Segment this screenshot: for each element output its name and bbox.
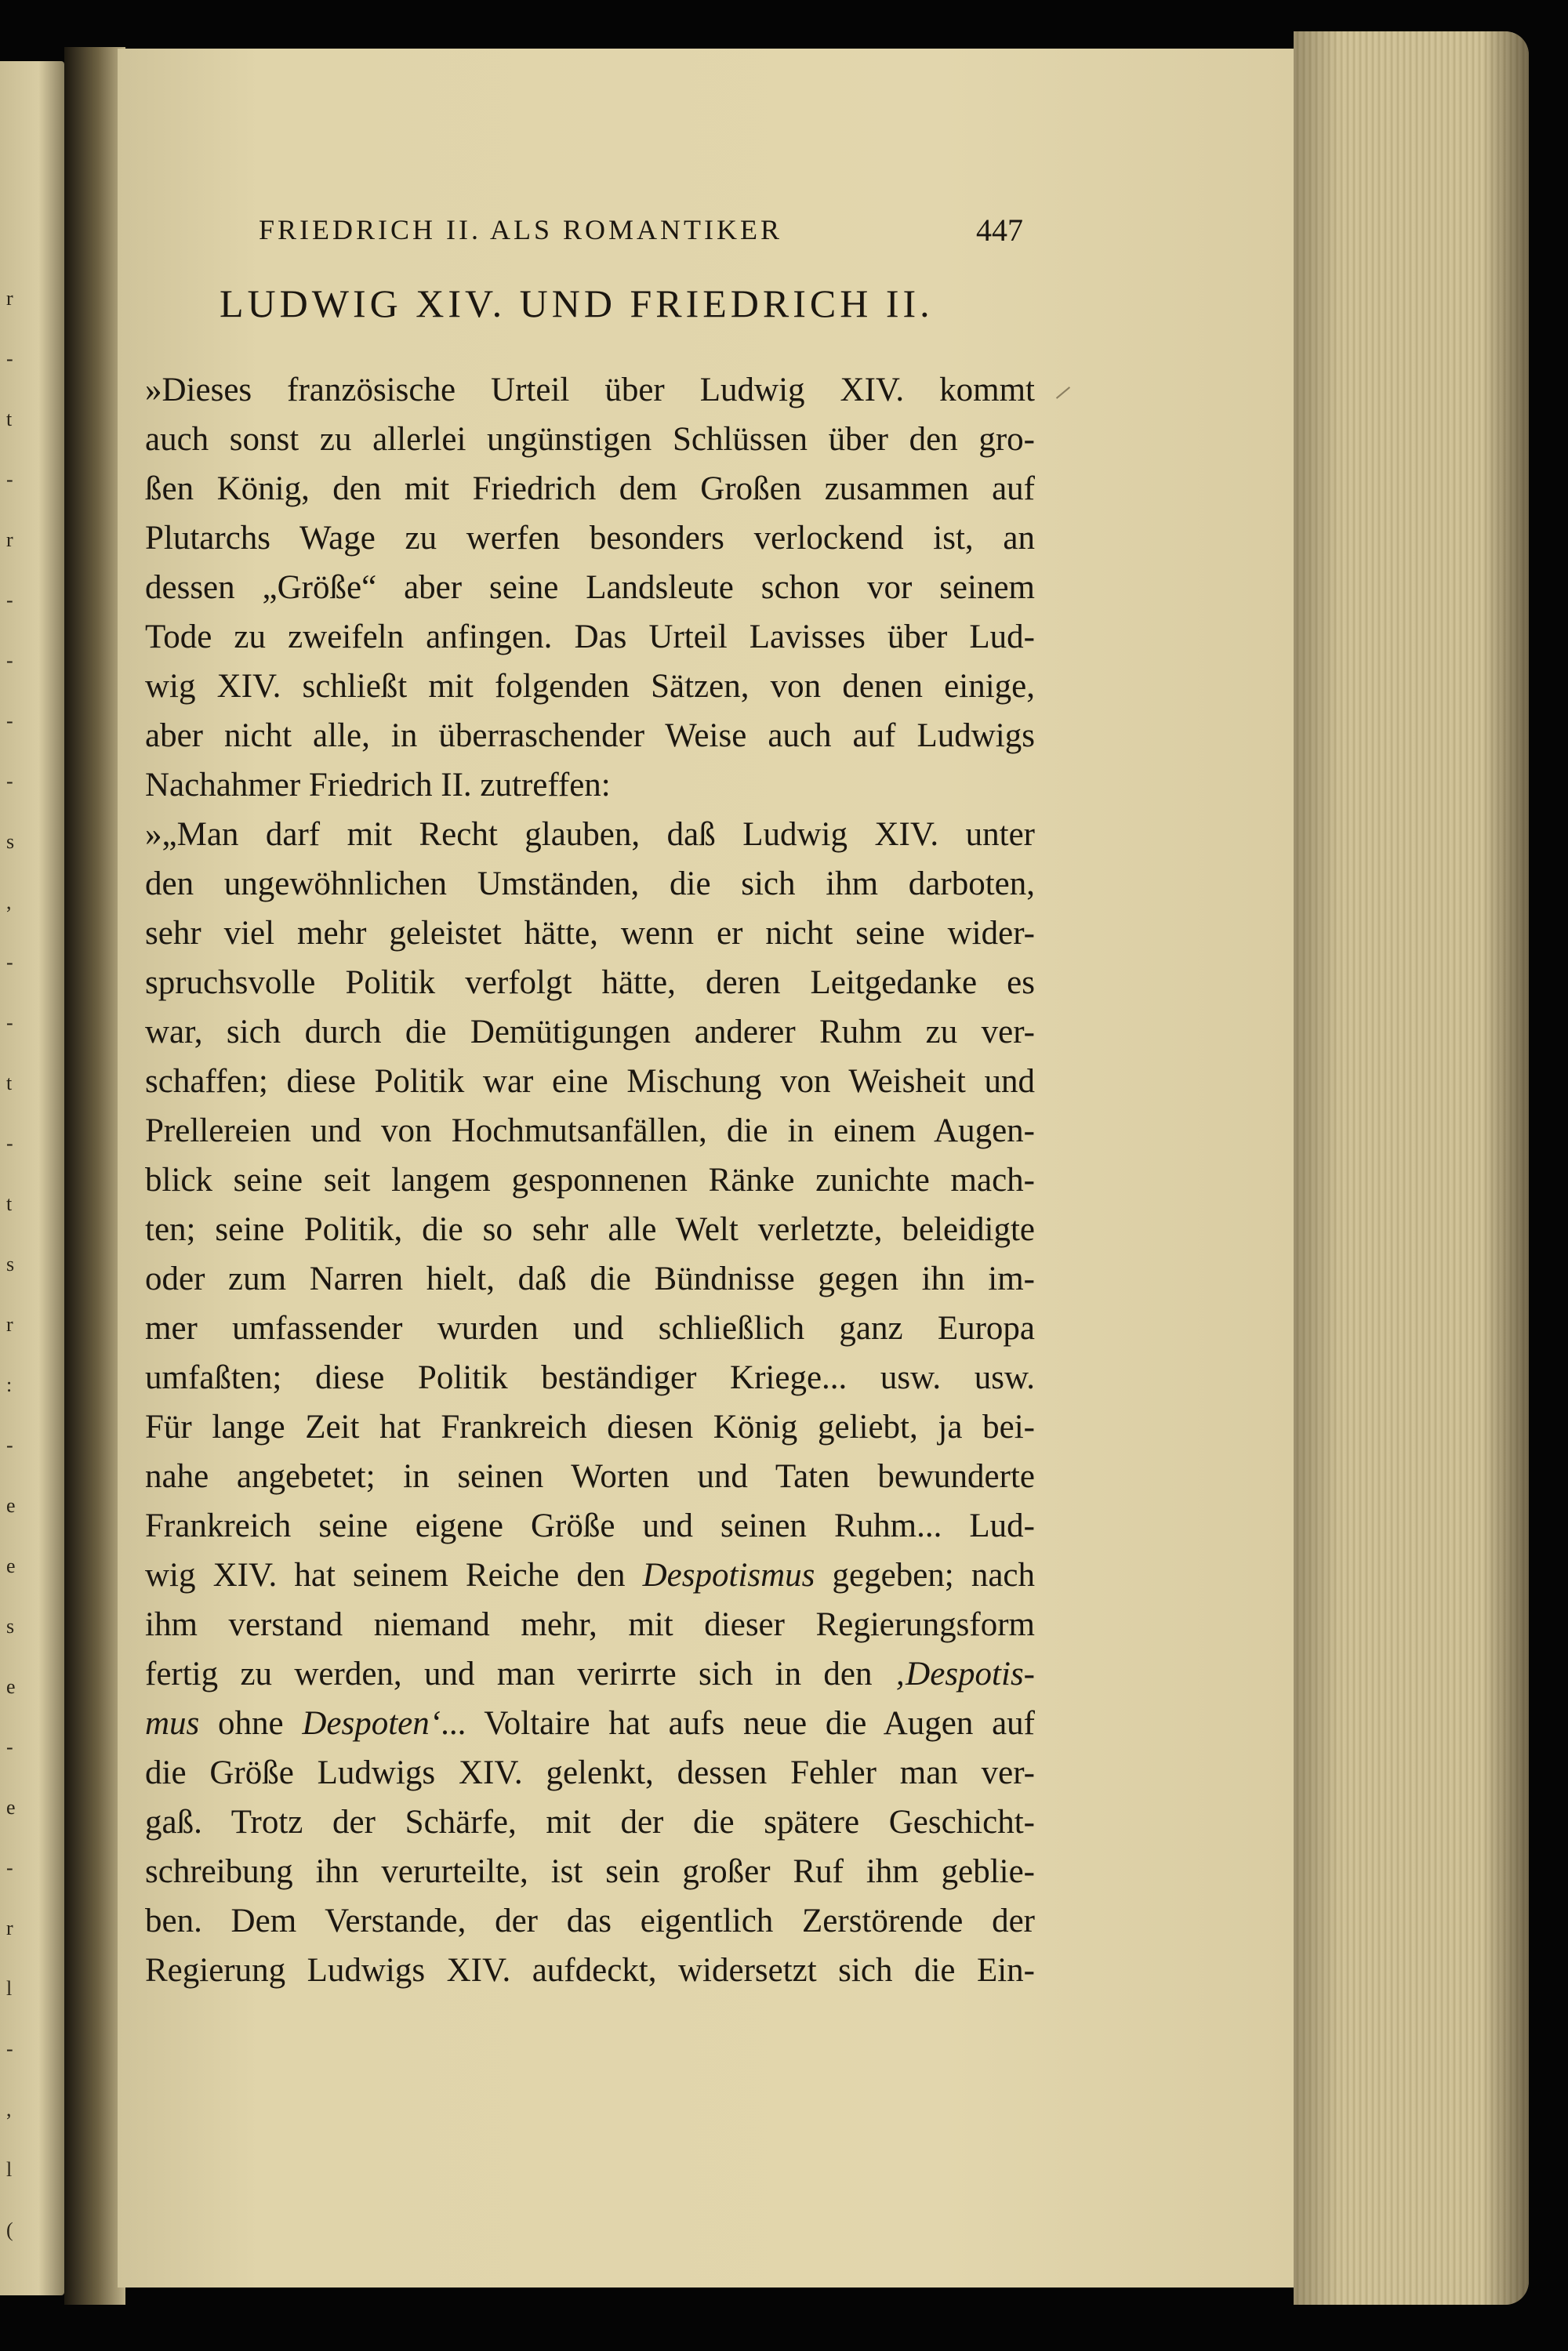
text-run: auch sonst zu allerlei ungünstigen Schlüssen über den gro- [145, 421, 1035, 458]
facing-page-char: - [6, 2037, 13, 2060]
italic-text: mus [145, 1705, 200, 1742]
facing-page-char: - [6, 347, 13, 370]
text-run: sehr viel mehr geleistet hätte, wenn er nicht seine wider- [145, 915, 1035, 952]
facing-page-char: : [6, 1373, 13, 1396]
facing-page-char: r [6, 1313, 13, 1336]
text-line [145, 464, 1035, 513]
text-line [145, 1798, 1035, 1847]
chapter-heading: LUDWIG XIV. UND FRIEDRICH II. [220, 281, 934, 325]
text-line [145, 1748, 1035, 1798]
text-line [145, 810, 1035, 859]
text-run: schaffen; diese Politik war eine Mischung von Weisheit und [145, 1063, 1035, 1100]
running-title: FRIEDRICH II. ALS ROMANTIKER [259, 214, 783, 245]
text-run: oder zum Narren hielt, daß die Bündnisse gegen ihn im- [145, 1261, 1035, 1297]
text-line [145, 1501, 1035, 1551]
facing-page-char: e [6, 1555, 16, 1577]
facing-page-char: l [6, 2158, 13, 2181]
text-line [145, 1156, 1035, 1205]
facing-page-char: - [6, 1011, 13, 1034]
text-run: ben. Dem Verstande, der das eigentlich Zerstörende der [145, 1903, 1035, 1939]
facing-page-char: ( [6, 2219, 13, 2241]
facing-page-char: t [6, 408, 13, 430]
text-line [145, 1551, 1035, 1600]
facing-page-char: r [6, 1917, 13, 1939]
text-run: ßen König, den mit Friedrich dem Großen zusammen auf [145, 470, 1035, 507]
facing-page-char: t [6, 1192, 13, 1215]
text-line [145, 760, 1035, 810]
facing-page-char: s [6, 1615, 15, 1638]
facing-page-edge [0, 61, 64, 2295]
facing-page-char: e [6, 1675, 16, 1698]
facing-page-char: - [6, 770, 13, 793]
facing-page-text-fragments [6, 61, 30, 2295]
facing-page-char: - [6, 1736, 13, 1758]
text-run: mer umfassender wurden und schließlich ganz Europa [145, 1310, 1035, 1347]
text-line [145, 662, 1035, 711]
text-line [145, 1106, 1035, 1156]
facing-page-char: r [6, 287, 13, 310]
facing-page-char: - [6, 1856, 13, 1879]
facing-page-char: - [6, 951, 13, 974]
text-run: Plutarchs Wage zu werfen besonders verlockend ist, an [145, 520, 1035, 557]
book-gutter [64, 47, 125, 2305]
page-number: 447 [976, 212, 1023, 248]
facing-page-char: - [6, 709, 13, 732]
facing-page-char: - [6, 1132, 13, 1155]
text-run: Prellereien und von Hochmutsanfällen, die in einem Augen- [145, 1112, 1035, 1149]
text-line [145, 1600, 1035, 1649]
text-line [145, 415, 1035, 464]
text-line [145, 1699, 1035, 1748]
text-run: umfaßten; diese Politik beständiger Kriege... usw. usw. [145, 1359, 1035, 1396]
text-line [145, 958, 1035, 1007]
text-run: den ungewöhnlichen Umständen, die sich ihm darboten, [145, 865, 1035, 902]
text-line [145, 1353, 1035, 1402]
text-run: war, sich durch die Demütigungen anderer Ruhm zu ver- [145, 1014, 1035, 1050]
text-line [145, 1649, 1035, 1699]
text-run: gaß. Trotz der Schärfe, mit der die spätere Geschicht- [145, 1804, 1035, 1841]
text-line [145, 1007, 1035, 1057]
text-run: wig XIV. hat seinem Reiche den [145, 1557, 643, 1594]
italic-text: ‚Despotis- [894, 1656, 1035, 1693]
fore-edge-shadow [1294, 31, 1529, 2305]
text-run: dessen „Größe“ aber seine Landsleute schon vor seinem [145, 569, 1035, 606]
facing-page-char: e [6, 1796, 16, 1819]
text-run: Für lange Zeit hat Frankreich diesen König geliebt, ja bei- [145, 1409, 1035, 1446]
text-line [145, 1304, 1035, 1353]
text-line [145, 1946, 1035, 1995]
facing-page-char: s [6, 830, 15, 853]
facing-page-char: , [6, 891, 12, 913]
text-run: wig XIV. schließt mit folgenden Sätzen, von denen einige, [145, 668, 1035, 705]
facing-page-char: s [6, 1253, 15, 1275]
running-header [145, 212, 1023, 251]
text-run: ohne [199, 1705, 303, 1742]
text-line [145, 1402, 1035, 1452]
text-line [145, 365, 1035, 415]
text-run: ten; seine Politik, die so sehr alle Welt verletzte, beleidigte [145, 1211, 1035, 1248]
facing-page-char: , [6, 2098, 12, 2121]
facing-page-char: - [6, 1434, 13, 1457]
italic-text: Despoten‘ [302, 1705, 441, 1742]
italic-text: Despotismus [642, 1557, 815, 1594]
facing-page-char: t [6, 1072, 13, 1094]
text-line [145, 1057, 1035, 1106]
text-line [145, 1205, 1035, 1254]
text-line [145, 1847, 1035, 1896]
facing-page-char: l [6, 1977, 13, 2000]
text-line [145, 1254, 1035, 1304]
text-line [145, 1452, 1035, 1501]
text-run: ihm verstand niemand mehr, mit dieser Regierungsform [145, 1606, 1035, 1643]
text-run: spruchsvolle Politik verfolgt hätte, deren Leitgedanke es [145, 964, 1035, 1001]
body-text [145, 365, 1035, 1995]
text-run: Nachahmer Friedrich II. zutreffen: [145, 767, 611, 804]
facing-page-char: - [6, 589, 13, 611]
text-run: »Dieses französische Urteil über Ludwig XIV. kommt [145, 372, 1035, 408]
text-run: blick seine seit langem gesponnenen Ränke zunichte mach- [145, 1162, 1035, 1199]
text-run: »„Man darf mit Recht glauben, daß Ludwig XIV. unter [145, 816, 1035, 853]
text-run: ... Voltaire hat aufs neue die Augen auf [441, 1705, 1035, 1742]
facing-page-char: e [6, 1494, 16, 1517]
text-line [145, 909, 1035, 958]
text-run: Frankreich seine eigene Größe und seinen Ruhm... Lud- [145, 1507, 1035, 1544]
text-line [145, 513, 1035, 563]
text-line [145, 859, 1035, 909]
text-run: nahe angebetet; in seinen Worten und Taten bewunderte [145, 1458, 1035, 1495]
facing-page-char: r [6, 528, 13, 551]
text-run: gegeben; nach [815, 1557, 1035, 1594]
text-run: Regierung Ludwigs XIV. aufdeckt, widersetzt sich die Ein- [145, 1952, 1035, 1989]
text-line [145, 1896, 1035, 1946]
text-run: Tode zu zweifeln anfingen. Das Urteil Lavisses über Lud- [145, 619, 1035, 655]
facing-page-char: - [6, 649, 13, 672]
text-line [145, 711, 1035, 760]
text-run: aber nicht alle, in überraschender Weise auch auf Ludwigs [145, 717, 1035, 754]
text-run: die Größe Ludwigs XIV. gelenkt, dessen Fehler man ver- [145, 1754, 1035, 1791]
text-line [145, 563, 1035, 612]
text-line [145, 612, 1035, 662]
facing-page-char: - [6, 468, 13, 491]
text-run: schreibung ihn verurteilte, ist sein großer Ruf ihm geblie- [145, 1853, 1035, 1890]
text-run: fertig zu werden, und man verirrte sich in den [145, 1656, 895, 1693]
